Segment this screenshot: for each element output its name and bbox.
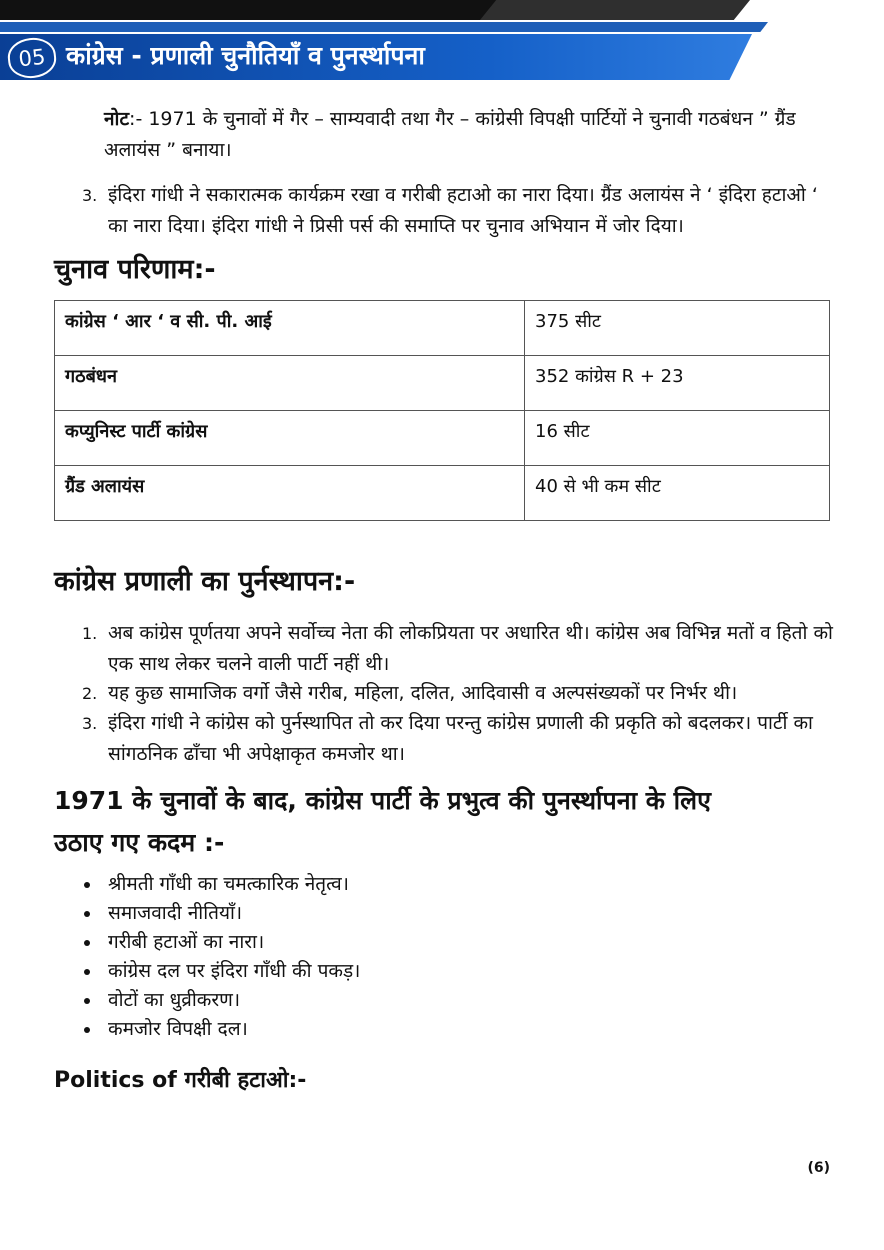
point-3-text: इंदिरा गांधी ने सकारात्मक कार्यक्रम रखा व गरीबी हटाओ का नारा दिया। ग्रैंड अलायंस ने ‘ इंदिरा हटाओ ‘ का नारा दिया। इंदिरा गांधी ने प्रिसी पर्स की समाप्ति पर चुनाव अभियान में जोर दिया। — [108, 184, 818, 237]
party-cell: ग्रैंड अलायंस — [55, 466, 525, 521]
party-cell: कांग्रेस ‘ आर ‘ व सी. पी. आई — [55, 301, 525, 356]
header-stripe-blue — [0, 22, 768, 32]
table-row — [55, 411, 830, 466]
table-row — [55, 356, 830, 411]
restoration-item-2: यह कुछ सामाजिक वर्गो जैसे गरीब, महिला, दलित, आदिवासी व अल्पसंख्यकों पर निर्भर थी। — [108, 682, 738, 704]
note-label: नोट — [104, 108, 130, 130]
list-item — [78, 928, 360, 957]
page-number: (6) — [807, 1160, 830, 1176]
list-item — [78, 986, 360, 1015]
seats-cell: 40 से भी कम सीट — [525, 466, 830, 521]
seats-cell: 16 सीट — [525, 411, 830, 466]
bullet-icon — [84, 882, 90, 888]
bullet-icon — [84, 940, 90, 946]
seats-cell: 375 सीट — [525, 301, 830, 356]
party-cell: गठबंधन — [55, 356, 525, 411]
list-item — [78, 870, 360, 899]
restoration-heading: कांग्रेस प्रणाली का पुर्नस्थापन:- — [54, 566, 356, 597]
table-row — [55, 301, 830, 356]
restoration-item-1: अब कांग्रेस पूर्णतया अपने सर्वोच्च नेता की लोकप्रियता पर अधारित थी। कांग्रेस अब विभिन्न मतों व हितो को एक साथ लेकर चलने वाली पार्टी नहीं थी। — [108, 622, 833, 675]
politics-heading: Politics of गरीबी हटाओ:- — [54, 1068, 307, 1093]
results-table — [54, 300, 830, 521]
list-item — [78, 899, 360, 928]
bullet-icon — [84, 969, 90, 975]
list-item-text: गरीबी हटाओं का नारा। — [108, 931, 265, 953]
header-stripe-dark — [0, 0, 520, 20]
list-item — [78, 957, 360, 986]
bullet-icon — [84, 911, 90, 917]
party-cell: कप्युनिस्ट पार्टी कांग्रेस — [55, 411, 525, 466]
list-item-text: श्रीमती गाँधी का चमत्कारिक नेतृत्व। — [108, 873, 349, 895]
point-3-number: 3. — [82, 186, 98, 205]
note-text: :- 1971 के चुनावों में गैर – साम्यवादी तथा गैर – कांग्रेसी विपक्षी पार्टियों ने चुनावी गठबंधन ” ग्रैंड अलायंस ” बनाया। — [104, 108, 796, 161]
chapter-header — [0, 0, 884, 84]
steps-heading — [54, 780, 834, 864]
steps-heading-line-1: 1971 के चुनावों के बाद, कांग्रेस पार्टी के प्रभुत्व की पुनर्स्थापना के लिए — [54, 786, 711, 815]
restoration-item-3: इंदिरा गांधी ने कांग्रेस को पुर्नस्थापित तो कर दिया परन्तु कांग्रेस प्रणाली की प्रकृति को बदलकर। पार्टी का सांगठनिक ढाँचा भी अपेक्षाकृत कमजोर था। — [108, 712, 813, 765]
restoration-item-3-number: 3. — [82, 714, 98, 733]
steps-heading-line-2: उठाए गए कदम :- — [54, 828, 225, 857]
chapter-number: 05 — [6, 36, 58, 81]
list-item-text: कमजोर विपक्षी दल। — [108, 1018, 248, 1040]
bullet-icon — [84, 1027, 90, 1033]
note-paragraph — [104, 104, 840, 166]
list-item-text: समाजवादी नीतियाँ। — [108, 902, 243, 924]
list-item-text: वोटों का धुव्रीकरण। — [108, 989, 241, 1011]
steps-list — [78, 870, 360, 1044]
results-heading: चुनाव परिणाम:- — [54, 254, 216, 285]
restoration-item-2-number: 2. — [82, 684, 98, 703]
list-item-text: कांग्रेस दल पर इंदिरा गाँधी की पकड़। — [108, 960, 361, 982]
bullet-icon — [84, 998, 90, 1004]
restoration-item-1-number: 1. — [82, 624, 98, 643]
chapter-title: कांग्रेस - प्रणाली चुनौतियाँ व पुनर्स्थापना — [66, 41, 425, 70]
seats-cell: 352 कांग्रेस R + 23 — [525, 356, 830, 411]
table-row — [55, 466, 830, 521]
header-stripe-grey — [480, 0, 750, 20]
list-item — [78, 1015, 360, 1044]
